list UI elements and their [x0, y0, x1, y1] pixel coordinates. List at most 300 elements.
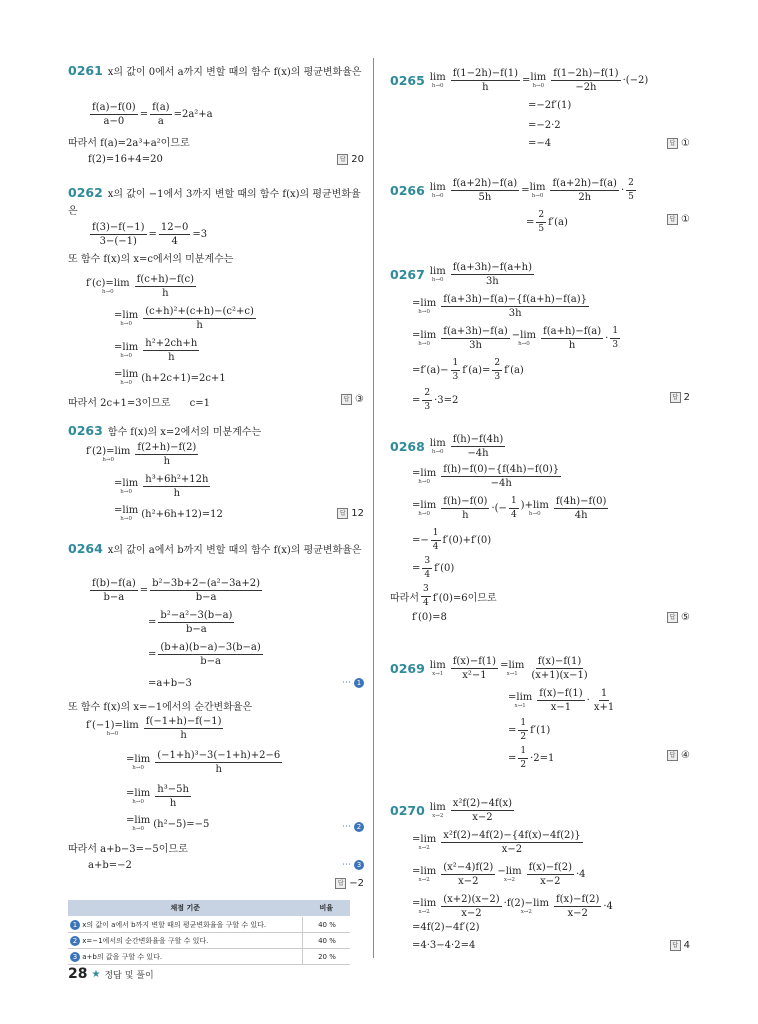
- step-number: 3: [354, 860, 364, 870]
- criterion-text: x=−1에서의 순간변화율을 구할 수 있다.: [82, 936, 209, 945]
- math-line: [412, 862, 586, 887]
- limit: [114, 479, 138, 495]
- denominator: x−2: [501, 844, 523, 855]
- math-line: [126, 816, 209, 832]
- problem-intro: [68, 62, 364, 81]
- math-text: (h²+6h+12)=12: [141, 508, 223, 520]
- step-number: 1: [354, 678, 364, 688]
- numerator: 1: [518, 718, 528, 731]
- math-text: =2a²+a: [173, 109, 213, 120]
- numerator: f(c+h)−f(c): [136, 274, 195, 285]
- math-line: [86, 274, 198, 299]
- math-line: [412, 294, 591, 319]
- numerator: h³−5h: [157, 784, 189, 795]
- math-text: f′(0): [434, 563, 455, 574]
- limit-sub: x→1: [514, 702, 526, 709]
- equals: =: [148, 617, 157, 628]
- limit-sub: h→0: [101, 288, 114, 295]
- math-text: f′(0)=8: [412, 612, 447, 623]
- limit-sub: x→2: [418, 876, 430, 883]
- answer-box-icon: 답: [670, 392, 681, 403]
- fraction: [554, 894, 601, 919]
- math-line: [126, 784, 193, 809]
- answer-value: ⑤: [681, 612, 690, 623]
- problem-number: 0268: [390, 439, 425, 454]
- problem-0264: [68, 540, 364, 961]
- equals: =: [508, 725, 517, 736]
- limit-sub: h→0: [418, 510, 430, 517]
- numerator: f(h)−f(0): [443, 496, 488, 507]
- problem-intro: [68, 540, 364, 559]
- limit-text: =lim: [114, 341, 139, 353]
- fraction: [451, 434, 506, 459]
- denominator: b−a: [103, 592, 125, 603]
- equals: =: [412, 395, 421, 406]
- limit: [508, 693, 532, 709]
- math-text: =−: [412, 535, 429, 546]
- fraction: [441, 862, 495, 887]
- text: 따라서 f(a)=2a³+a²이므로: [68, 138, 190, 149]
- text: 따라서: [390, 593, 419, 604]
- limit-sub: x→2: [418, 844, 430, 851]
- numerator: f(1−2h)−f(1): [553, 68, 619, 79]
- denominator: 2h: [578, 192, 592, 203]
- fraction: [422, 388, 432, 413]
- text: 또 함수 f(x)의 x=−1에서의 순간변화율은: [68, 702, 253, 713]
- problem-number: 0262: [68, 185, 103, 200]
- limit: [412, 899, 436, 915]
- denominator: 3: [452, 372, 459, 382]
- denominator: h: [169, 798, 177, 809]
- numerator: h²+2ch+h: [145, 338, 198, 349]
- fraction: [529, 656, 589, 681]
- limit: [430, 73, 446, 89]
- math-line: [86, 442, 200, 467]
- numerator: 3: [422, 556, 432, 569]
- numerator: f(4h)−f(0): [555, 496, 607, 507]
- denominator: x+1: [593, 702, 615, 713]
- limit-text: =lim: [412, 833, 437, 845]
- limit: [86, 279, 130, 295]
- limit: [512, 331, 536, 347]
- denominator: 4: [171, 236, 178, 247]
- numerator: 1: [600, 688, 608, 699]
- denominator: x−1: [550, 702, 572, 713]
- limit: [114, 343, 138, 359]
- denominator: h: [215, 764, 222, 775]
- criterion: [68, 917, 303, 933]
- math-text: ·: [586, 695, 590, 706]
- text-line: [390, 584, 497, 609]
- limit-sub: h→0: [132, 798, 144, 805]
- answer-value: 2: [683, 392, 690, 403]
- denominator: x−2: [458, 876, 479, 887]
- step-number: 2: [70, 936, 80, 946]
- math-line: [114, 474, 212, 499]
- limit-text: ·f(2)−lim: [503, 897, 549, 909]
- limit-text: lim: [429, 659, 446, 671]
- limit-text: =lim: [126, 787, 151, 799]
- equals: =: [526, 217, 535, 228]
- step-marker: ⋯ 3: [342, 860, 364, 870]
- ratio: 40 %: [303, 933, 351, 949]
- limit-text: )+lim: [520, 499, 549, 511]
- math-line: [390, 178, 638, 203]
- limit: [412, 835, 436, 851]
- fraction: [441, 830, 582, 855]
- column-header: 비율: [303, 900, 351, 917]
- math-line: [412, 528, 491, 553]
- limit-text: =lim: [508, 691, 533, 703]
- limit-text: −lim: [511, 329, 537, 341]
- table-row: [68, 917, 350, 933]
- equals: =: [148, 229, 157, 240]
- limit-text: lim: [530, 71, 547, 83]
- limit: [430, 267, 446, 283]
- limit: [430, 803, 446, 819]
- fraction: [554, 496, 609, 521]
- answer: [667, 138, 690, 149]
- text: 따라서 a+b−3=−5이므로: [68, 844, 188, 855]
- answer: [337, 508, 364, 519]
- fraction: [551, 68, 620, 93]
- intro-text: x의 값이 0에서 a까지 변할 때의 함수 f(x)의 평균변화율은: [107, 67, 362, 78]
- limit-sub: h→0: [120, 352, 132, 359]
- page-footer: [68, 966, 154, 982]
- denominator: 4h: [574, 510, 588, 521]
- denominator: 3h: [469, 340, 482, 351]
- fraction: [626, 178, 636, 203]
- column-divider: [373, 58, 374, 958]
- fraction: [159, 222, 190, 247]
- limit: [497, 867, 521, 883]
- limit-text: −lim: [497, 865, 522, 877]
- numerator: 1: [518, 746, 528, 759]
- fraction: [441, 496, 489, 521]
- answer-box-icon: 답: [341, 394, 352, 405]
- numerator: f(a+3h)−f(a)−{f(a+h)−f(a)}: [443, 294, 587, 305]
- fraction: [550, 178, 619, 203]
- limit: [114, 370, 138, 386]
- table-row: [68, 933, 350, 949]
- limit-text: =lim: [114, 477, 139, 489]
- denominator: b−a: [200, 656, 221, 667]
- limit-sub: x→2: [418, 908, 430, 915]
- limit-text: lim: [429, 437, 446, 449]
- numerator: b²−3b+2−(a²−3a+2): [152, 578, 261, 589]
- math-text: ·4: [575, 869, 586, 880]
- denominator: 2: [520, 732, 527, 742]
- limit-sub: h→0: [518, 340, 530, 347]
- equals: =: [139, 585, 149, 596]
- limit-sub: x→1: [506, 670, 518, 677]
- math-line: [88, 860, 132, 871]
- answer-box-icon: 답: [667, 214, 678, 225]
- fraction: [421, 584, 431, 609]
- denominator: a: [157, 116, 164, 127]
- numerator: 2: [626, 178, 636, 191]
- fraction: [135, 442, 198, 467]
- math-text: f′(a)=: [462, 365, 491, 376]
- limit: [412, 331, 436, 347]
- denominator: 5h: [478, 192, 492, 203]
- limit-text: =lim: [412, 865, 437, 877]
- fraction: [592, 688, 616, 713]
- limit-text: =lim: [114, 505, 139, 516]
- answer-value: ①: [681, 138, 690, 149]
- answer: [667, 214, 690, 225]
- limit-sub: x→2: [520, 908, 532, 915]
- denominator: −4h: [467, 448, 489, 459]
- fraction: [158, 642, 262, 667]
- table-header: [68, 900, 350, 917]
- ratio: 40 %: [303, 917, 351, 933]
- math-text: ·: [620, 185, 625, 196]
- denominator: h: [482, 82, 489, 93]
- fraction: [143, 306, 256, 331]
- limit-sub: h→0: [120, 380, 132, 386]
- text-line: [68, 394, 210, 409]
- math-text: (h+2c+1)=2c+1: [141, 372, 226, 384]
- text: 또 함수 f(x)의 x=c에서의 미분계수는: [68, 254, 234, 265]
- numerator: 2: [536, 210, 546, 223]
- math-line: [528, 120, 561, 131]
- limit: [114, 506, 138, 522]
- denominator: (x+1)(x−1): [531, 670, 588, 681]
- criterion-text: a+b의 값을 구할 수 있다.: [82, 952, 163, 961]
- math-line: [114, 506, 223, 522]
- fraction: [150, 578, 262, 603]
- text: f′(0)=6이므로: [432, 593, 497, 604]
- answer-box-icon: 답: [667, 750, 678, 761]
- answer: [667, 612, 690, 623]
- math-line: [412, 830, 585, 855]
- text: f(2)=16+4=20: [88, 154, 163, 165]
- numerator: (−1+h)³−3(−1+h)+2−6: [157, 750, 281, 761]
- math-line: [390, 656, 592, 681]
- fraction: [90, 578, 138, 603]
- numerator: 1: [610, 326, 620, 339]
- limit-sub: h→0: [431, 276, 444, 283]
- numerator: f(x)−f(2): [555, 894, 600, 905]
- fraction: [143, 338, 199, 363]
- denominator: x−2: [472, 812, 493, 823]
- limit-sub: h→0: [418, 308, 430, 315]
- numerator: 12−0: [160, 222, 189, 233]
- limit: [412, 299, 436, 315]
- math-text: =−2f′(1): [528, 100, 572, 111]
- answer: [337, 154, 364, 165]
- limit-sub: h→0: [120, 516, 132, 522]
- math-line: [528, 138, 551, 149]
- math-text: ·(−: [491, 503, 507, 514]
- math-line: [88, 102, 213, 127]
- math-line: [88, 578, 264, 603]
- limit-sub: h→0: [132, 826, 144, 832]
- math-line: [412, 940, 475, 951]
- limit: [412, 469, 436, 485]
- numerator: f(x)−f(1): [537, 656, 582, 667]
- limit: [412, 867, 436, 883]
- limit-sub: h→0: [102, 456, 115, 463]
- fraction: [158, 610, 234, 635]
- math-line: [412, 496, 610, 521]
- limit-text: lim: [429, 181, 446, 193]
- denominator: x−2: [540, 876, 561, 887]
- step-marker: ⋯ 1: [342, 678, 364, 688]
- step-number: 3: [70, 952, 80, 962]
- denominator: x−2: [567, 908, 588, 919]
- problem-0262: [68, 184, 364, 409]
- math-text: =4f(2)−4f′(2): [412, 922, 480, 933]
- text: 따라서 2c+1=3이므로 c=1: [68, 398, 210, 409]
- math-text: =a+b−3: [148, 678, 192, 689]
- math-line: [390, 68, 648, 93]
- limit: [521, 501, 549, 517]
- text-line: [68, 840, 188, 855]
- denominator: 3: [612, 340, 619, 350]
- numerator: 1: [431, 528, 441, 541]
- denominator: 4: [510, 510, 517, 520]
- denominator: −4h: [490, 478, 512, 489]
- math-text: =f′(a)−: [412, 365, 449, 376]
- ratio: 20 %: [303, 949, 351, 965]
- math-line: [390, 798, 516, 823]
- math-text: f′(a): [504, 365, 524, 376]
- footer-title: 정답 및 풀이: [104, 970, 154, 981]
- equals: =: [412, 563, 421, 574]
- denominator: 3h: [508, 308, 522, 319]
- denominator: 4: [432, 542, 439, 552]
- step-marker: ⋯ 2: [342, 822, 364, 832]
- fraction: [451, 798, 514, 823]
- numerator: f(2+h)−f(2): [137, 442, 197, 453]
- fraction: [451, 68, 520, 93]
- math-line: [412, 326, 622, 351]
- numerator: f(h)−f(0)−{f(4h)−f(0)}: [443, 464, 560, 475]
- numerator: f(x)−f(1): [452, 656, 497, 667]
- limit-text: lim: [429, 71, 446, 83]
- page-number: 28: [68, 966, 88, 982]
- fraction: [518, 718, 528, 743]
- denominator: 3h: [485, 276, 499, 287]
- fraction: [90, 102, 138, 127]
- limit: [530, 73, 546, 89]
- math-line: [390, 262, 536, 287]
- fraction: [422, 556, 432, 581]
- problem-number: 0270: [390, 803, 425, 818]
- problem-number: 0265: [390, 73, 425, 88]
- step-number: 2: [354, 822, 364, 832]
- equals: =: [148, 649, 157, 660]
- problem-0261: [68, 62, 364, 165]
- answer-box-icon: 답: [335, 878, 346, 889]
- limit-sub: h→0: [120, 488, 132, 495]
- numerator: 2: [492, 358, 502, 371]
- math-line: [390, 434, 507, 459]
- numerator: f(a+2h)−f(a): [552, 178, 617, 189]
- denominator: h: [196, 320, 203, 331]
- text-line: [68, 134, 190, 149]
- fraction: [143, 474, 210, 499]
- criterion: [68, 949, 303, 965]
- denominator: b−a: [195, 592, 217, 603]
- numerator: f(h)−f(4h): [452, 434, 504, 445]
- denominator: 3: [494, 372, 501, 382]
- numerator: (x+2)(x−2): [443, 894, 500, 905]
- math-line: [114, 338, 201, 363]
- limit-sub: h→0: [418, 478, 430, 485]
- math-text: =3: [192, 229, 208, 240]
- math-text: ·: [605, 333, 609, 344]
- denominator: h: [168, 352, 175, 363]
- math-text: ·3=2: [434, 395, 459, 406]
- fraction: [537, 688, 584, 713]
- denominator: a−0: [103, 116, 125, 127]
- fraction: [451, 178, 520, 203]
- math-line: [88, 222, 207, 247]
- table-row: [68, 949, 350, 965]
- answer-value: −2: [349, 878, 364, 889]
- problem-number: 0266: [390, 183, 425, 198]
- limit-sub: h→0: [431, 448, 444, 455]
- limit: [430, 183, 446, 199]
- answer-box-icon: 답: [670, 940, 681, 951]
- fraction: [155, 784, 191, 809]
- math-line: [412, 358, 524, 383]
- limit-sub: h→0: [528, 510, 541, 517]
- answer-value: 12: [351, 508, 364, 519]
- problem-intro: [68, 184, 364, 220]
- answer-value: ③: [355, 394, 364, 405]
- answer: [341, 394, 364, 405]
- answer-box-icon: 답: [667, 138, 678, 149]
- limit: [126, 816, 150, 832]
- answer-box-icon: 답: [337, 508, 348, 519]
- math-text: f′(0)+f′(0): [442, 535, 492, 546]
- numerator: (c+h)²+(c+h)−(c²+c): [145, 306, 254, 317]
- numerator: f(a+2h)−f(a): [452, 178, 518, 189]
- fraction: [431, 528, 441, 553]
- numerator: (b+a)(b−a)−3(b−a): [160, 642, 261, 653]
- fraction: [135, 274, 196, 299]
- numerator: f(1−2h)−f(1): [452, 68, 518, 79]
- fraction: [610, 326, 620, 351]
- fraction: [451, 262, 534, 287]
- limit: [126, 789, 150, 805]
- fraction: [441, 326, 510, 351]
- math-text: ·(−2): [622, 75, 649, 86]
- intro-text: x의 값이 a에서 b까지 변할 때의 함수 f(x)의 평균변화율은: [107, 545, 362, 556]
- numerator: f(b)−f(a): [92, 578, 136, 589]
- math-line: [412, 894, 613, 919]
- numerator: 2: [422, 388, 432, 401]
- denominator: 5: [628, 192, 634, 202]
- numerator: f(a+3h)−f(a): [443, 326, 508, 337]
- fraction: [155, 750, 282, 775]
- text: a+b=−2: [88, 860, 132, 871]
- limit-sub: h→0: [120, 320, 132, 327]
- limit-text: f′(−1)=lim: [86, 719, 139, 731]
- denominator: h: [462, 510, 469, 521]
- fraction: [518, 746, 528, 771]
- answer: [670, 940, 690, 951]
- limit-text: =lim: [412, 329, 437, 341]
- limit-text: =lim: [412, 897, 437, 909]
- grading-table: [68, 900, 350, 965]
- fraction: [509, 496, 519, 521]
- problem-0263: [68, 422, 364, 522]
